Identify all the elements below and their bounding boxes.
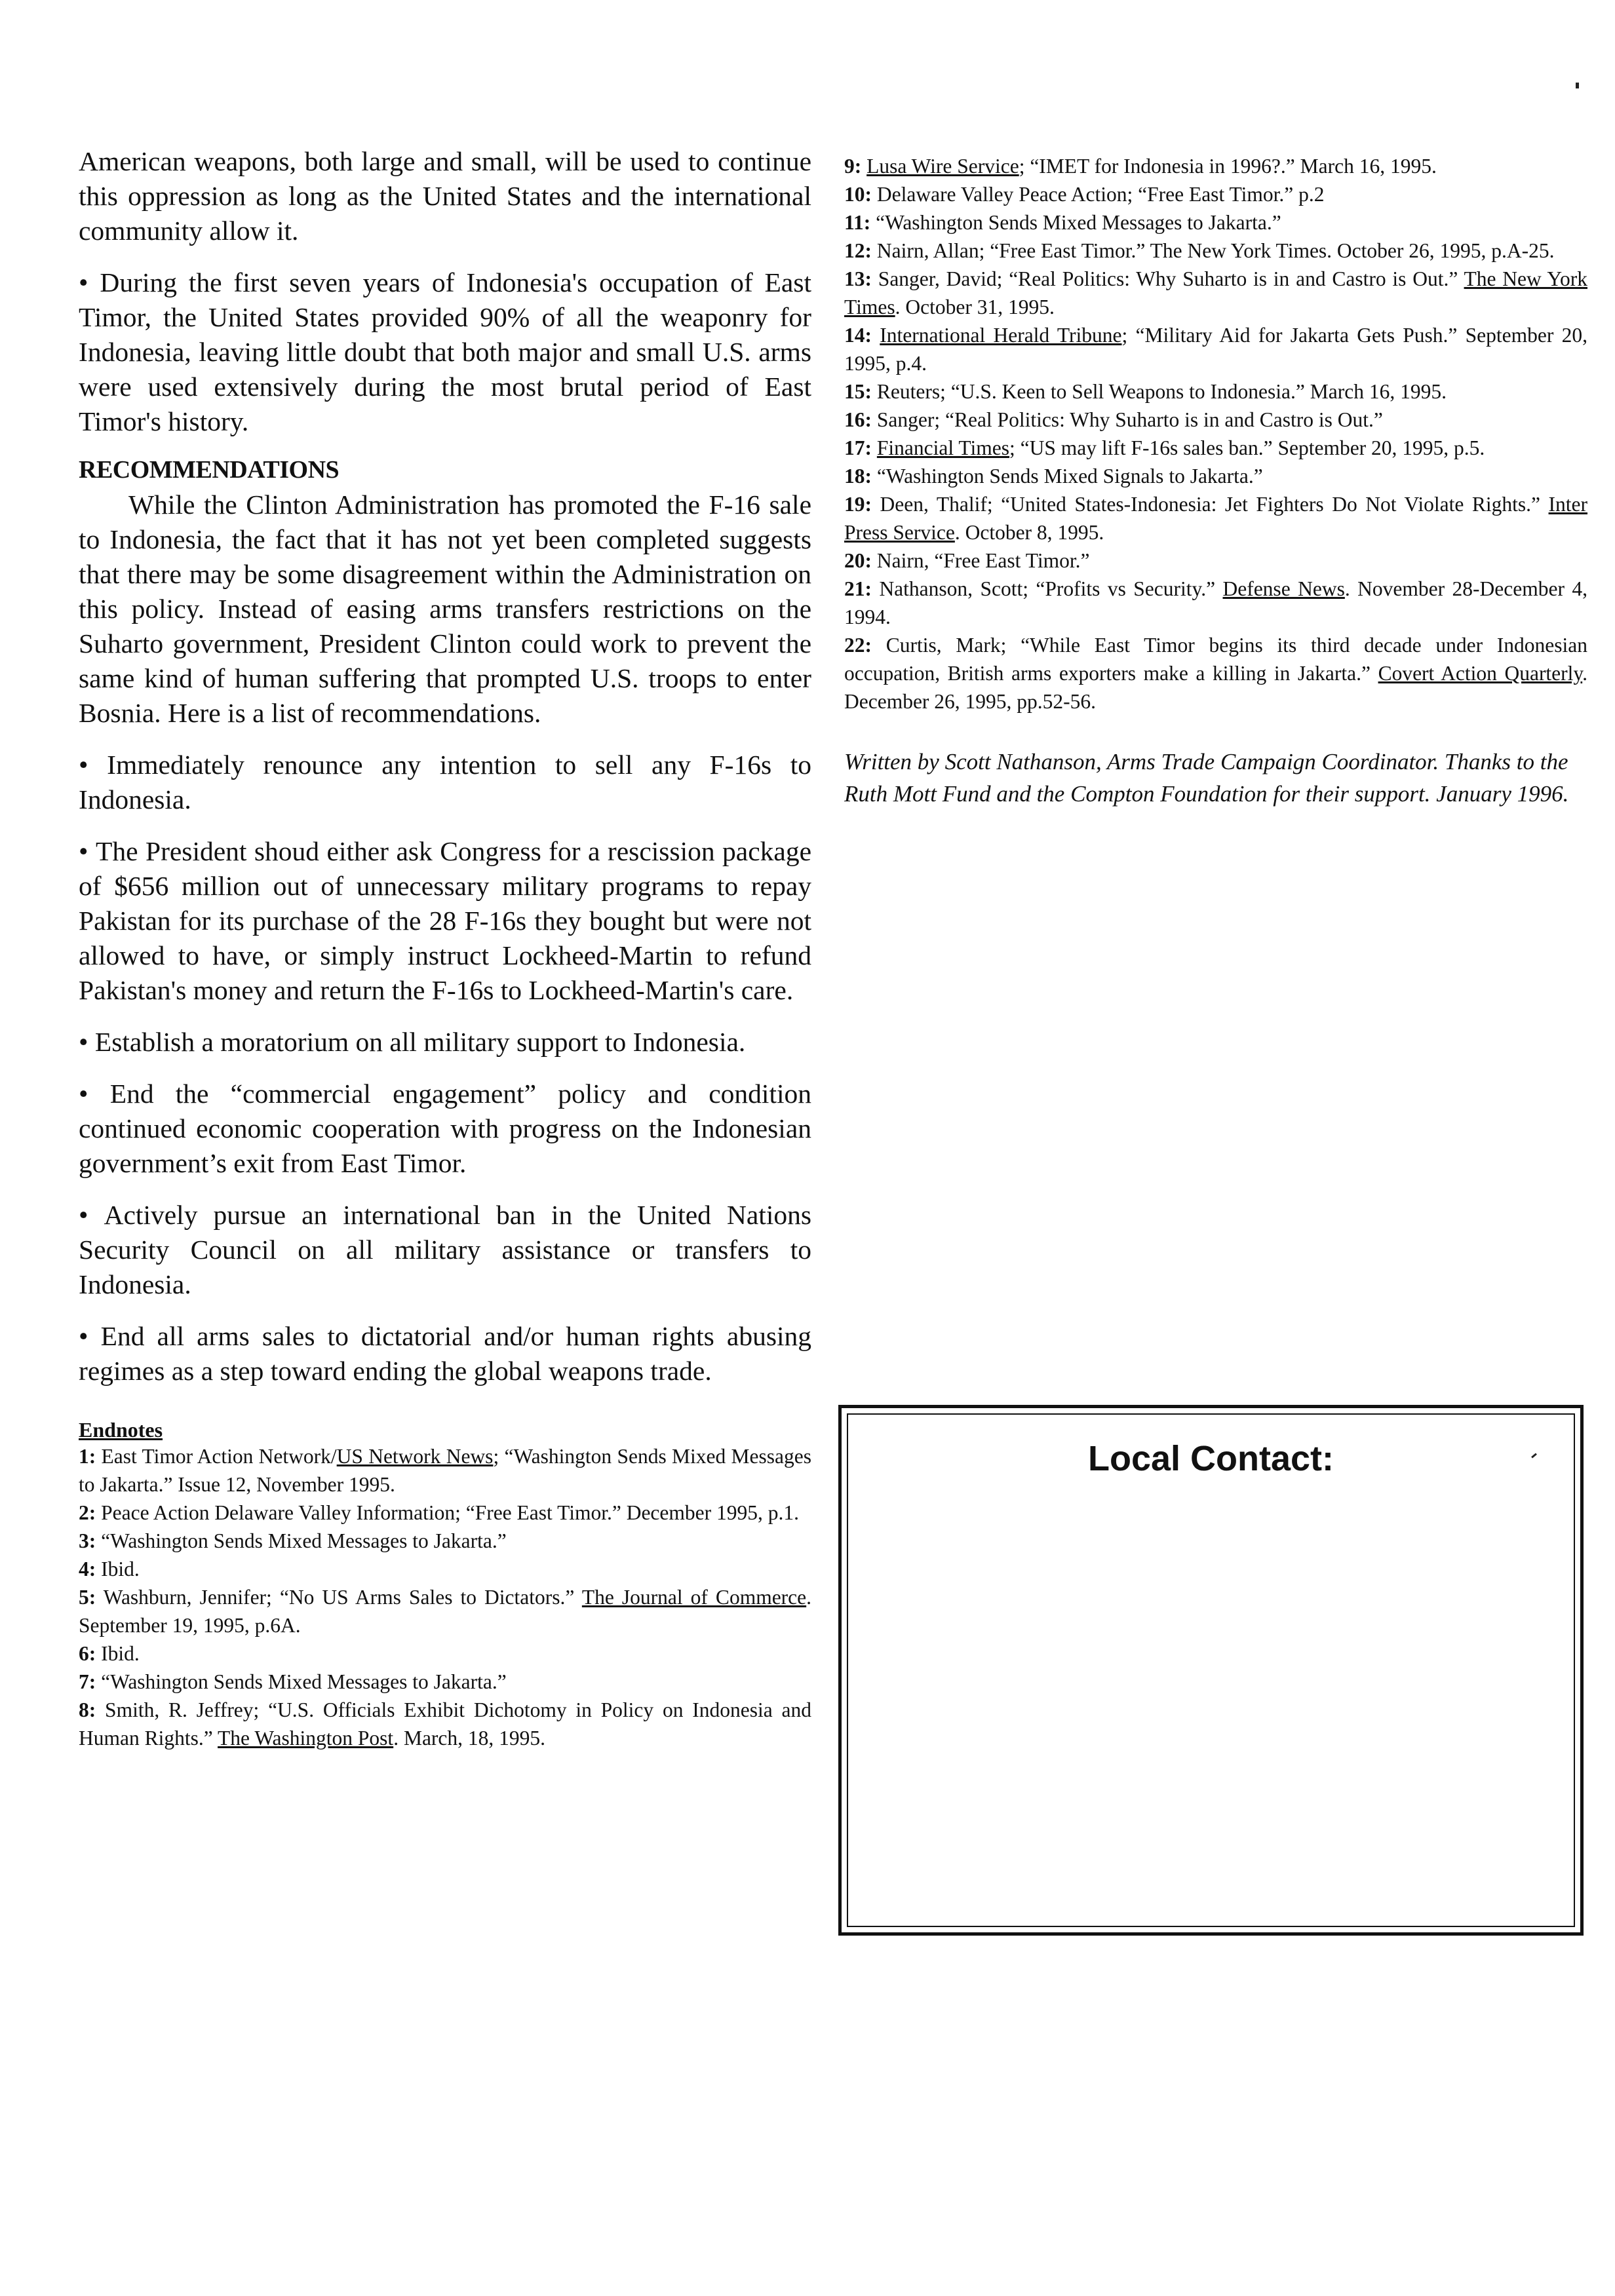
endnote-number: 19: <box>844 493 872 516</box>
recommendation-item: • The President shoud either ask Congress for a rescission package of $656 million out of unnecessary military programs to repay Pakistan for its purchase of the 28 F-16s they bought but were not allowed to have, or simply instruct Lockheed-Martin to refund Pakistan's money and return the F-16s to Lockheed-Martin's care. <box>79 834 811 1008</box>
endnote-source-title: The Washington Post <box>218 1727 394 1750</box>
endnote-text: Curtis, Mark; “While East Timor begins its third decade under Indonesian occupation, British arms exporters make a killing in Jakarta.” <box>844 634 1587 685</box>
right-column <box>844 152 1587 810</box>
intro-bullet: • During the first seven years of Indonesia's occupation of East Timor, the United States provided 90% of all the weaponry for Indonesia, leaving little doubt that both major and small U.S. arms were used extensively during the most brutal period of East Timor's history. <box>79 265 811 439</box>
recommendation-item: • Actively pursue an international ban in the United Nations Security Council on all military assistance or transfers to Indonesia. <box>79 1198 811 1302</box>
local-contact-inner-border <box>847 1413 1575 1927</box>
local-contact-title: Local Contact: <box>1087 1439 1334 1478</box>
recommendations-heading: RECOMMENDATIONS <box>79 456 340 484</box>
endnote-source-title: Inter Press Service <box>844 493 1587 544</box>
endnote <box>79 1555 811 1583</box>
recommendation-item: • End the “commercial engagement” policy and condition continued economic cooperation with progress on the Indonesian government’s exit from East Timor. <box>79 1077 811 1181</box>
endnote-text: “Washington Sends Mixed Signals to Jakarta.” <box>876 465 1263 488</box>
endnote-text: Ibid. <box>101 1642 140 1665</box>
endnote-text: Nathanson, Scott; “Profits vs Security.” <box>879 577 1223 600</box>
endnote <box>844 631 1587 716</box>
endnote <box>844 490 1587 546</box>
endnote <box>844 434 1587 462</box>
endnote-text-tail: . October 31, 1995. <box>895 296 1055 318</box>
endnote <box>844 377 1587 406</box>
endnote-number: 2: <box>79 1501 96 1524</box>
endnote-text: “Washington Sends Mixed Messages to Jakarta.” <box>101 1670 507 1693</box>
endnote-text: Washburn, Jennifer; “No US Arms Sales to Dictators.” <box>103 1586 582 1609</box>
local-contact-box <box>838 1405 1584 1936</box>
endnote-number: 12: <box>844 239 872 262</box>
endnote-text: Sanger; “Real Politics: Why Suharto is in and Castro is Out.” <box>876 408 1383 431</box>
endnote-source-title: The Journal of Commerce <box>581 1586 807 1609</box>
endnote-number: 21: <box>844 577 872 600</box>
endnote-number: 18: <box>844 465 872 488</box>
endnote <box>844 546 1587 575</box>
endnote <box>844 575 1587 631</box>
endnote <box>79 1527 811 1555</box>
endnote-text: “Washington Sends Mixed Messages to Jakarta.” <box>101 1529 507 1552</box>
endnote-text-tail: . October 8, 1995. <box>954 521 1104 544</box>
endnote <box>844 152 1587 180</box>
intro-paragraph: American weapons, both large and small, will be used to continue this oppression as long as the United States and the international community allow it. <box>79 146 811 246</box>
recommendation-item: • Immediately renounce any intention to sell any F-16s to Indonesia. <box>79 748 811 817</box>
endnote-text-tail: ; “Military Aid for Jakarta Gets Push.” September 20, 1995, p.4. <box>844 324 1588 375</box>
endnote-source-title: Lusa Wire Service <box>866 155 1019 178</box>
endnotes-list-right <box>844 152 1587 716</box>
endnote-number: 6: <box>79 1642 96 1665</box>
endnote-number: 1: <box>79 1445 96 1468</box>
endnote <box>79 1668 811 1696</box>
recommendation-item: • Establish a moratorium on all military support to Indonesia. <box>79 1025 811 1060</box>
endnote <box>844 462 1587 490</box>
endnote-text-tail: ; “IMET for Indonesia in 1996?.” March 16, 1995. <box>1019 155 1437 178</box>
endnote-source-title: US Network News <box>336 1445 494 1468</box>
endnote-number: 4: <box>79 1558 96 1580</box>
endnote-text: Peace Action Delaware Valley Information; “Free East Timor.” December 1995, p.1. <box>101 1501 799 1524</box>
endnotes-heading: Endnotes <box>79 1418 163 1442</box>
endnote-text-tail: . November 28-December 4, 1994. <box>844 577 1587 628</box>
endnote-text: Nairn, Allan; “Free East Timor.” The New York Times. October 26, 1995, p.A-25. <box>876 239 1555 262</box>
endnote-number: 17: <box>844 436 872 459</box>
endnote-number: 22: <box>844 634 872 657</box>
endnote-source-title: International Herald Tribune <box>880 324 1122 347</box>
endnote-number: 5: <box>79 1586 96 1609</box>
endnote <box>844 180 1587 208</box>
endnote-text: Delaware Valley Peace Action; “Free East Timor.” p.2 <box>876 183 1325 206</box>
endnote-text: Deen, Thalif; “United States-Indonesia: Jet Fighters Do Not Violate Rights.” <box>880 493 1549 516</box>
endnote-source-title: Defense News <box>1222 577 1345 600</box>
endnote <box>79 1583 811 1639</box>
endnote-number: 11: <box>844 211 871 234</box>
left-column <box>79 144 811 1752</box>
endnote-text-tail: ; “Washington Sends Mixed Messages to Jakarta.” Issue 12, November 1995. <box>79 1445 811 1496</box>
recommendation-item: • End all arms sales to dictatorial and/or human rights abusing regimes as a step toward ending the global weapons trade. <box>79 1319 811 1388</box>
endnote <box>79 1442 811 1499</box>
endnote-text-tail: ; “US may lift F-16s sales ban.” September 20, 1995, p.5. <box>1009 436 1485 459</box>
endnote-source-title: Financial Times <box>876 436 1010 459</box>
endnote-text: Reuters; “U.S. Keen to Sell Weapons to Indonesia.” March 16, 1995. <box>876 380 1447 403</box>
endnote <box>844 265 1587 321</box>
endnote-text: “Washington Sends Mixed Messages to Jakarta.” <box>876 211 1281 234</box>
endnote-number: 9: <box>844 155 862 178</box>
endnote-number: 10: <box>844 183 872 206</box>
endnote-number: 8: <box>79 1698 96 1721</box>
endnote-text: Nairn, “Free East Timor.” <box>876 549 1090 572</box>
endnote <box>79 1499 811 1527</box>
endnote-number: 16: <box>844 408 872 431</box>
recommendations-intro: While the Clinton Administration has promoted the F-16 sale to Indonesia, the fact that it has not yet been completed suggests that there may be some disagreement within the Administration on this policy. Instead of easing arms transfers restrictions on the Suharto government, President Clinton could work to prevent the same kind of human suffering that prompted U.S. troops to enter Bosnia. Here is a list of recommendations. <box>79 489 811 728</box>
endnote <box>844 321 1587 377</box>
endnote <box>844 237 1587 265</box>
endnote-number: 7: <box>79 1670 96 1693</box>
endnote <box>79 1639 811 1668</box>
endnote-text-tail: . September 19, 1995, p.6A. <box>79 1586 812 1637</box>
endnote-source-title: The New York Times <box>844 267 1587 318</box>
endnote <box>79 1696 811 1752</box>
endnote <box>844 406 1587 434</box>
endnote-text-tail: . March, 18, 1995. <box>393 1727 546 1750</box>
endnotes-list-left <box>79 1442 811 1752</box>
recommendations-list <box>79 748 811 1388</box>
endnote-text: Smith, R. Jeffrey; “U.S. Officials Exhibit Dichotomy in Policy on Indonesia and Human Rights.” <box>79 1698 811 1750</box>
endnote-text-tail: . December 26, 1995, pp.52-56. <box>844 662 1587 713</box>
endnote-source-title: Covert Action Quarterly <box>1378 662 1583 685</box>
endnote-text: East Timor Action Network/ <box>101 1445 337 1468</box>
endnote-text: Sanger, David; “Real Politics: Why Suharto is in and Castro is Out.” <box>878 267 1464 290</box>
endnote-number: 14: <box>844 324 872 347</box>
scan-speck <box>1576 83 1579 88</box>
endnote-number: 20: <box>844 549 872 572</box>
endnote-number: 13: <box>844 267 872 290</box>
endnote-number: 3: <box>79 1529 96 1552</box>
endnote <box>844 208 1587 237</box>
endnote-number: 15: <box>844 380 872 403</box>
author-credit: Written by Scott Nathanson, Arms Trade Campaign Coordinator. Thanks to the Ruth Mott Fund and the Compton Foundation for their support. January 1996. <box>844 749 1569 807</box>
endnote-text: Ibid. <box>101 1558 140 1580</box>
